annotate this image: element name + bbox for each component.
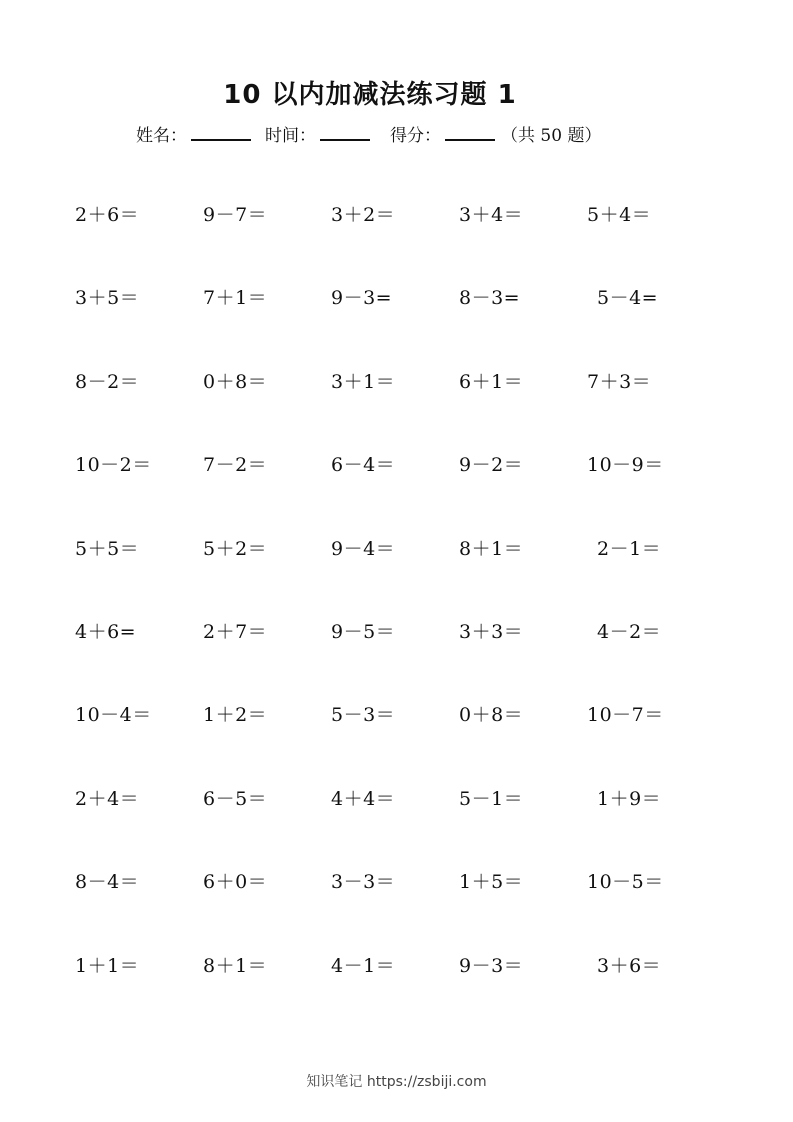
exercise-row: [0, 200, 793, 283]
exercise-item: 9－3＝: [459, 954, 524, 977]
exercise-item: 10－5＝: [587, 871, 664, 894]
exercise-item: 3＋6＝: [597, 954, 662, 977]
exercise-row: [0, 784, 793, 867]
exercise-item: 8＋1＝: [459, 537, 524, 560]
exercise-row: [0, 867, 793, 950]
exercise-item: 1＋5＝: [459, 871, 524, 894]
exercise-item: 10－4＝: [75, 704, 152, 727]
exercise-item: 2＋6＝: [75, 204, 140, 226]
exercise-item: 9－2＝: [459, 454, 524, 477]
exercise-item: 5－4=: [597, 287, 659, 310]
exercise-item: 2＋4＝: [75, 787, 140, 810]
exercise-item: 3＋3＝: [459, 620, 524, 643]
exercise-item: 7＋3＝: [587, 370, 652, 393]
exercise-item: 1＋1＝: [75, 954, 140, 977]
exercise-row: [0, 700, 793, 783]
exercise-item: 9－7＝: [203, 204, 268, 226]
exercise-item: 8－4＝: [75, 871, 140, 894]
exercise-item: 3＋2＝: [331, 204, 396, 226]
exercise-item: 5－1＝: [459, 787, 524, 810]
exercise-item: 2＋7＝: [203, 620, 268, 643]
question-count: （共 50 题）: [501, 126, 602, 146]
exercise-item: 4－2＝: [597, 620, 662, 643]
exercise-item: 0＋8＝: [459, 704, 524, 727]
exercise-item: 5＋5＝: [75, 537, 140, 560]
exercise-item: 3＋1＝: [331, 370, 396, 393]
exercise-item: 9－5＝: [331, 620, 396, 643]
exercise-item: 7＋1＝: [203, 287, 268, 310]
exercise-item: 9－4＝: [331, 537, 396, 560]
exercise-item: 6－4＝: [331, 454, 396, 477]
score-label: 得分：: [390, 126, 441, 146]
exercise-item: 8－2＝: [75, 370, 140, 393]
exercise-item: 4＋4＝: [331, 787, 396, 810]
exercise-item: 3－3＝: [331, 871, 396, 894]
exercise-row: [0, 951, 793, 1034]
exercise-item: 8＋1＝: [203, 954, 268, 977]
exercise-item: 3＋4＝: [459, 204, 524, 226]
name-blank[interactable]: [191, 121, 251, 141]
footer-watermark: 知识笔记 https://zsbiji.com: [306, 1074, 487, 1090]
exercise-item: 4－1＝: [331, 954, 396, 977]
exercise-item: 6＋1＝: [459, 370, 524, 393]
exercise-item: 4＋6=: [75, 620, 137, 643]
exercise-item: 6＋0＝: [203, 871, 268, 894]
exercise-item: 5＋2＝: [203, 537, 268, 560]
exercise-item: 1＋2＝: [203, 704, 268, 727]
exercise-item: 5－3＝: [331, 704, 396, 727]
exercise-row: [0, 283, 793, 366]
exercise-item: 3＋5＝: [75, 287, 140, 310]
exercise-grid: [0, 200, 793, 1034]
exercise-item: 10－2＝: [75, 454, 152, 477]
student-info-line: [136, 121, 601, 146]
exercise-item: 10－9＝: [587, 454, 664, 477]
exercise-row: [0, 367, 793, 450]
exercise-item: 10－7＝: [587, 704, 664, 727]
exercise-row: [0, 534, 793, 617]
page-title: 10 以内加减法练习题 1: [223, 80, 517, 110]
exercise-item: 2－1＝: [597, 537, 662, 560]
exercise-item: 6－5＝: [203, 787, 268, 810]
exercise-item: 7－2＝: [203, 454, 268, 477]
exercise-item: 5＋4＝: [587, 204, 652, 226]
time-label: 时间：: [265, 126, 316, 146]
time-blank[interactable]: [320, 121, 370, 141]
exercise-item: 8－3=: [459, 287, 521, 310]
exercise-item: 0＋8＝: [203, 370, 268, 393]
name-label: 姓名：: [136, 126, 187, 146]
exercise-row: [0, 617, 793, 700]
exercise-row: [0, 450, 793, 533]
exercise-item: 1＋9＝: [597, 787, 662, 810]
score-blank[interactable]: [445, 121, 495, 141]
exercise-item: 9－3=: [331, 287, 393, 310]
